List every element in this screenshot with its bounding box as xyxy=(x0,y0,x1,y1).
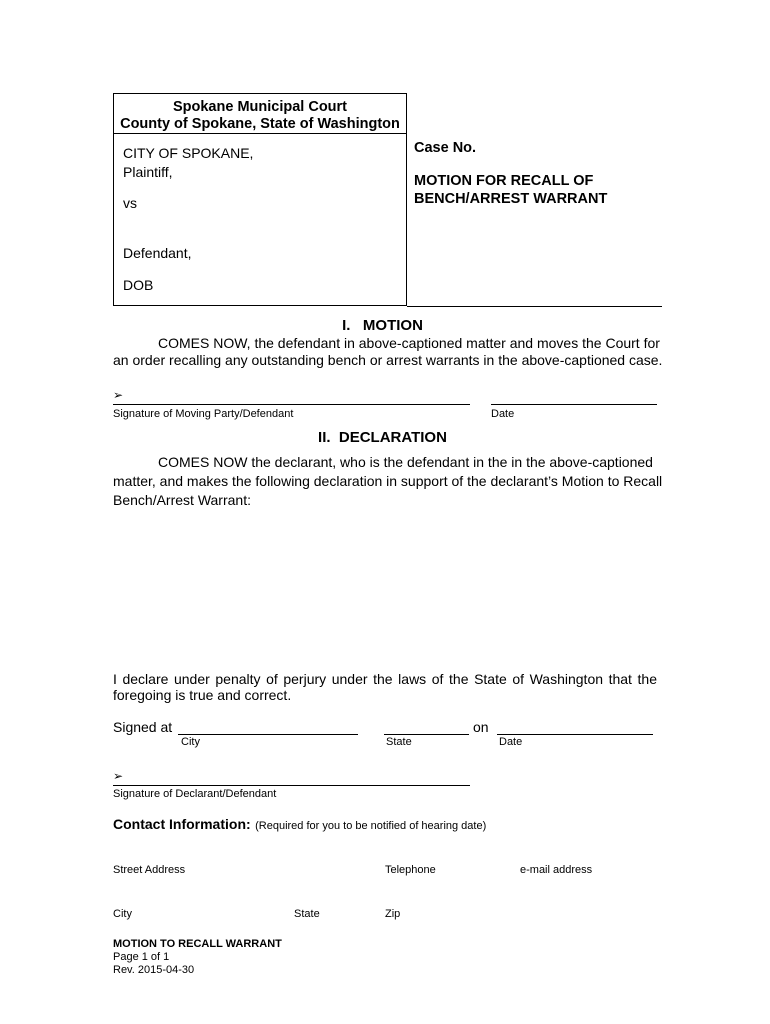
court-county: County of Spokane, State of Washington xyxy=(120,116,400,132)
declaration-heading: II. DECLARATION xyxy=(318,429,447,446)
contact-info-header xyxy=(113,816,486,834)
declarant-sig-label: Signature of Declarant/Defendant xyxy=(113,788,277,800)
plaintiff-label: Plaintiff, xyxy=(123,164,173,180)
email-label: e-mail address xyxy=(520,864,593,876)
declaration-text-line1: COMES NOW the declarant, who is the defendant in the in the above-captioned xyxy=(158,454,653,470)
footer-title: MOTION TO RECALL WARRANT xyxy=(113,938,282,950)
caption-box xyxy=(113,93,407,306)
motion-date-label: Date xyxy=(491,408,515,420)
motion-sig-label: Signature of Moving Party/Defendant xyxy=(113,408,294,420)
declarant-signature-line[interactable] xyxy=(113,785,470,786)
defendant-label: Defendant, xyxy=(123,245,192,261)
motion-heading: I. MOTION xyxy=(342,317,423,334)
contact-info-note: (Required for you to be notified of hearing date) xyxy=(255,820,487,832)
signed-state-label: State xyxy=(386,736,412,748)
plaintiff-name: CITY OF SPOKANE, xyxy=(123,145,254,161)
signed-date-label: Date xyxy=(499,736,523,748)
signed-city-line[interactable] xyxy=(178,734,358,735)
declarant-sig-marker: ➢ xyxy=(113,769,124,783)
caption-right-rule xyxy=(407,306,662,307)
street-address-label: Street Address xyxy=(113,864,186,876)
doc-title-line1: MOTION FOR RECALL OF xyxy=(414,173,594,189)
contact-zip-label: Zip xyxy=(385,908,401,920)
signed-city-label: City xyxy=(181,736,200,748)
court-header xyxy=(114,94,406,134)
motion-date-line[interactable] xyxy=(491,404,657,405)
footer-rev: Rev. 2015-04-30 xyxy=(113,964,195,976)
contact-state-label: State xyxy=(294,908,320,920)
telephone-label: Telephone xyxy=(385,864,436,876)
contact-info-heading: Contact Information: xyxy=(113,816,251,832)
case-no-label: Case No. xyxy=(414,140,477,156)
declaration-text-line2: matter, and makes the following declaration in support of the declarant’s Motion to Recall xyxy=(113,473,663,489)
footer-page: Page 1 of 1 xyxy=(113,951,170,963)
signed-date-line[interactable] xyxy=(497,734,653,735)
contact-city-label: City xyxy=(113,908,132,920)
versus-label: vs xyxy=(123,195,137,211)
motion-sig-marker: ➢ xyxy=(113,388,124,402)
doc-title-line2: BENCH/ARREST WARRANT xyxy=(414,191,608,207)
perjury-line1: I declare under penalty of perjury under the laws of the State of Washington that the xyxy=(113,671,657,687)
declaration-text-line3: Bench/Arrest Warrant: xyxy=(113,492,251,508)
signed-at-label: Signed at xyxy=(113,719,173,735)
on-label: on xyxy=(473,719,489,735)
perjury-line2: foregoing is true and correct. xyxy=(113,687,292,703)
motion-signature-line[interactable] xyxy=(113,404,470,405)
court-name: Spokane Municipal Court xyxy=(172,99,347,115)
signed-state-line[interactable] xyxy=(384,734,469,735)
dob-label: DOB xyxy=(123,277,154,293)
motion-text-line1: COMES NOW, the defendant in above-captioned matter and moves the Court for xyxy=(158,335,660,351)
motion-text-line2: an order recalling any outstanding bench or arrest warrants in the above-captioned case. xyxy=(113,352,663,368)
